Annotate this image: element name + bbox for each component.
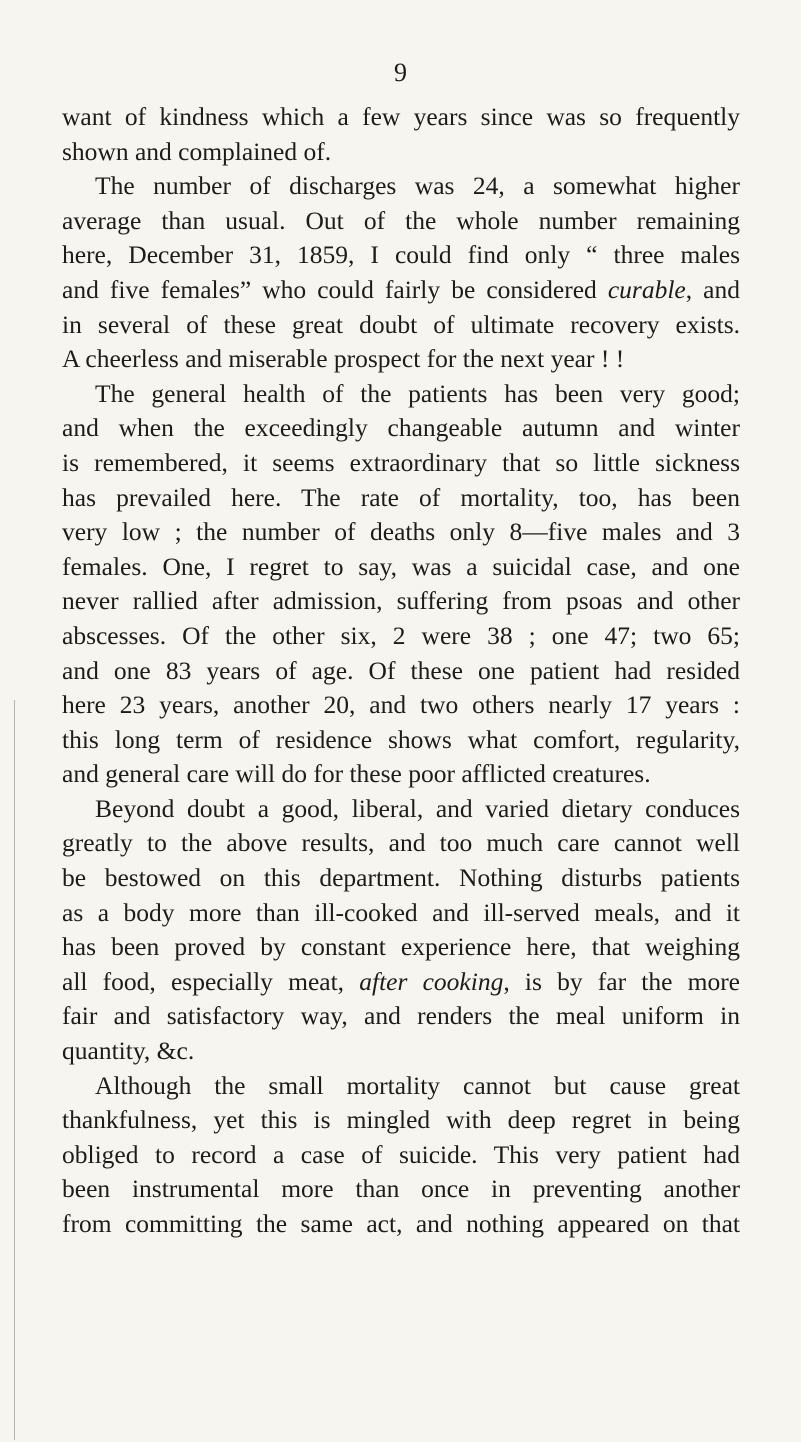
body-text [62,100,740,1242]
text-line: is remembered, it seems extraordinary that so little sickness [62,447,740,477]
text-line: and when the exceedingly changeable autumn and winter [62,413,740,443]
page-number: 9 [394,58,407,87]
text-line: want of kindness which a few years since was so frequently [62,102,740,131]
text-line: and one 83 years of age. Of these one patient had resided [62,655,740,685]
text-line: from committing the same act, and nothing appeared on that [62,1209,740,1238]
text-line: Although the small mortality cannot but cause great [95,1070,740,1100]
text-line: quantity, &c. [62,1036,195,1066]
text-line: very low ; the number of deaths only 8—five males and 3 [62,517,740,547]
text-line: here 23 years, another 20, and two others nearly 17 years : [62,690,740,720]
text-line: thankfulness, yet this is mingled with deep regret in being [62,1105,740,1135]
page-edge-shadow [14,700,15,1440]
text-line: shown and complained of. [62,136,332,166]
text-line: all food, especially meat, after cooking, is by far the more [62,966,740,996]
text-line: and general care will do for these poor afflicted creatures. [62,759,651,789]
text-line: here, December 31, 1859, I could find only “ three males [62,240,740,270]
text-line: A cheerless and miserable prospect for the next year ! ! [62,344,625,374]
text-line: in several of these great doubt of ultimate recovery exists. [62,309,740,339]
text-line: The number of discharges was 24, a somewhat higher [95,171,740,201]
text-line: obliged to record a case of suicide. This very patient had [62,1139,740,1169]
text-line: never rallied after admission, suffering from psoas and other [62,586,740,616]
text-line: Beyond doubt a good, liberal, and varied dietary conduces [95,793,740,823]
text-line: been instrumental more than once in preventing another [62,1174,740,1204]
text-line: females. One, I regret to say, was a suicidal case, and one [62,551,740,581]
text-line: has been proved by constant experience here, that weighing [62,932,740,962]
text-line: as a body more than ill-cooked and ill-served meals, and it [62,897,740,927]
text-line: average than usual. Out of the whole number remaining [62,205,740,235]
text-line: and five females” who could fairly be considered curable, and [62,274,740,304]
text-line: has prevailed here. The rate of mortality, too, has been [62,482,740,512]
text-line: be bestowed on this department. Nothing disturbs patients [62,863,740,893]
text-line: abscesses. Of the other six, 2 were 38 ; one 47; two 65; [62,620,740,650]
text-line: The general health of the patients has been very good; [95,378,740,408]
text-line: fair and satisfactory way, and renders the meal uniform in [62,1001,740,1031]
text-line: greatly to the above results, and too much care cannot well [62,828,740,858]
text-line: this long term of residence shows what comfort, regularity, [62,724,740,754]
